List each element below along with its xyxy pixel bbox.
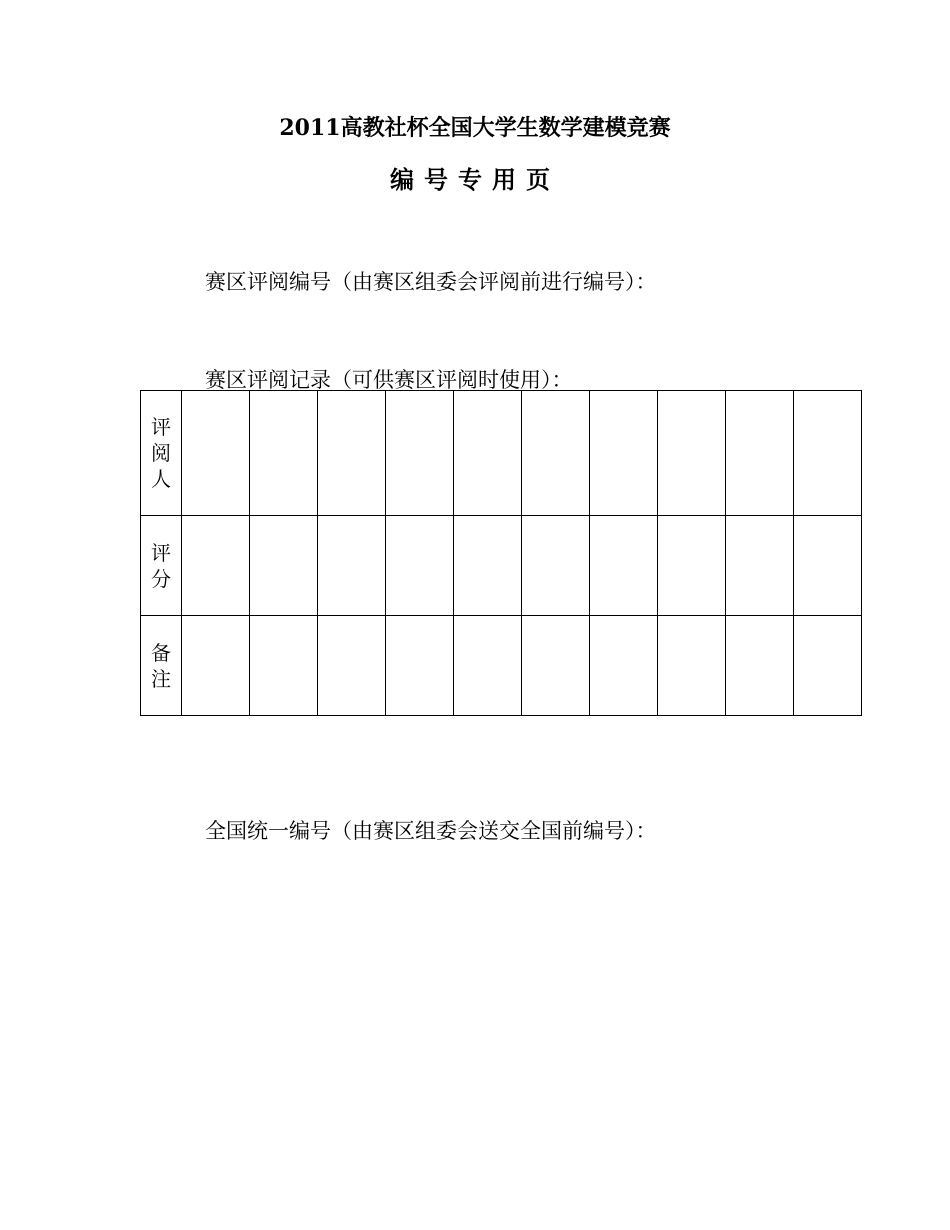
- table-cell[interactable]: [454, 516, 522, 616]
- table-cell[interactable]: [590, 516, 658, 616]
- row-label-notes: 备 注: [141, 616, 182, 716]
- page-subtitle: 编号专用页: [390, 165, 560, 194]
- table-cell[interactable]: [250, 391, 318, 516]
- page-title: 2011高教社杯全国大学生数学建模竞赛: [279, 115, 671, 141]
- table-cell[interactable]: [658, 391, 726, 516]
- table-cell[interactable]: [794, 516, 862, 616]
- table-cell[interactable]: [658, 616, 726, 716]
- table-cell[interactable]: [726, 616, 794, 716]
- table-cell[interactable]: [318, 516, 386, 616]
- table-cell[interactable]: [658, 516, 726, 616]
- table-cell[interactable]: [386, 391, 454, 516]
- table-cell[interactable]: [522, 616, 590, 716]
- national-number-label: 全国统一编号（由赛区组委会送交全国前编号）：: [205, 819, 657, 843]
- row-label-reviewer: 评 阅 人: [141, 391, 182, 516]
- table-cell[interactable]: [318, 616, 386, 716]
- table-cell[interactable]: [250, 516, 318, 616]
- table-cell[interactable]: [726, 516, 794, 616]
- table-cell[interactable]: [590, 391, 658, 516]
- regional-record-label: 赛区评阅记录（可供赛区评阅时使用）：: [205, 368, 573, 392]
- table-row-score: [141, 516, 862, 616]
- table-cell[interactable]: [182, 616, 250, 716]
- row-label-score: 评 分: [141, 516, 182, 616]
- table-cell[interactable]: [318, 391, 386, 516]
- table-cell[interactable]: [726, 391, 794, 516]
- table-row-reviewer: [141, 391, 862, 516]
- table-cell[interactable]: [590, 616, 658, 716]
- regional-number-label: 赛区评阅编号（由赛区组委会评阅前进行编号）：: [205, 270, 657, 294]
- table-cell[interactable]: [386, 516, 454, 616]
- table-cell[interactable]: [522, 516, 590, 616]
- table-cell[interactable]: [386, 616, 454, 716]
- table-cell[interactable]: [454, 391, 522, 516]
- table-cell[interactable]: [182, 391, 250, 516]
- table-cell[interactable]: [794, 616, 862, 716]
- table-cell[interactable]: [250, 616, 318, 716]
- table-cell[interactable]: [522, 391, 590, 516]
- table-cell[interactable]: [794, 391, 862, 516]
- review-record-table: [140, 390, 862, 716]
- table-row-notes: [141, 616, 862, 716]
- table-cell[interactable]: [182, 516, 250, 616]
- table-cell[interactable]: [454, 616, 522, 716]
